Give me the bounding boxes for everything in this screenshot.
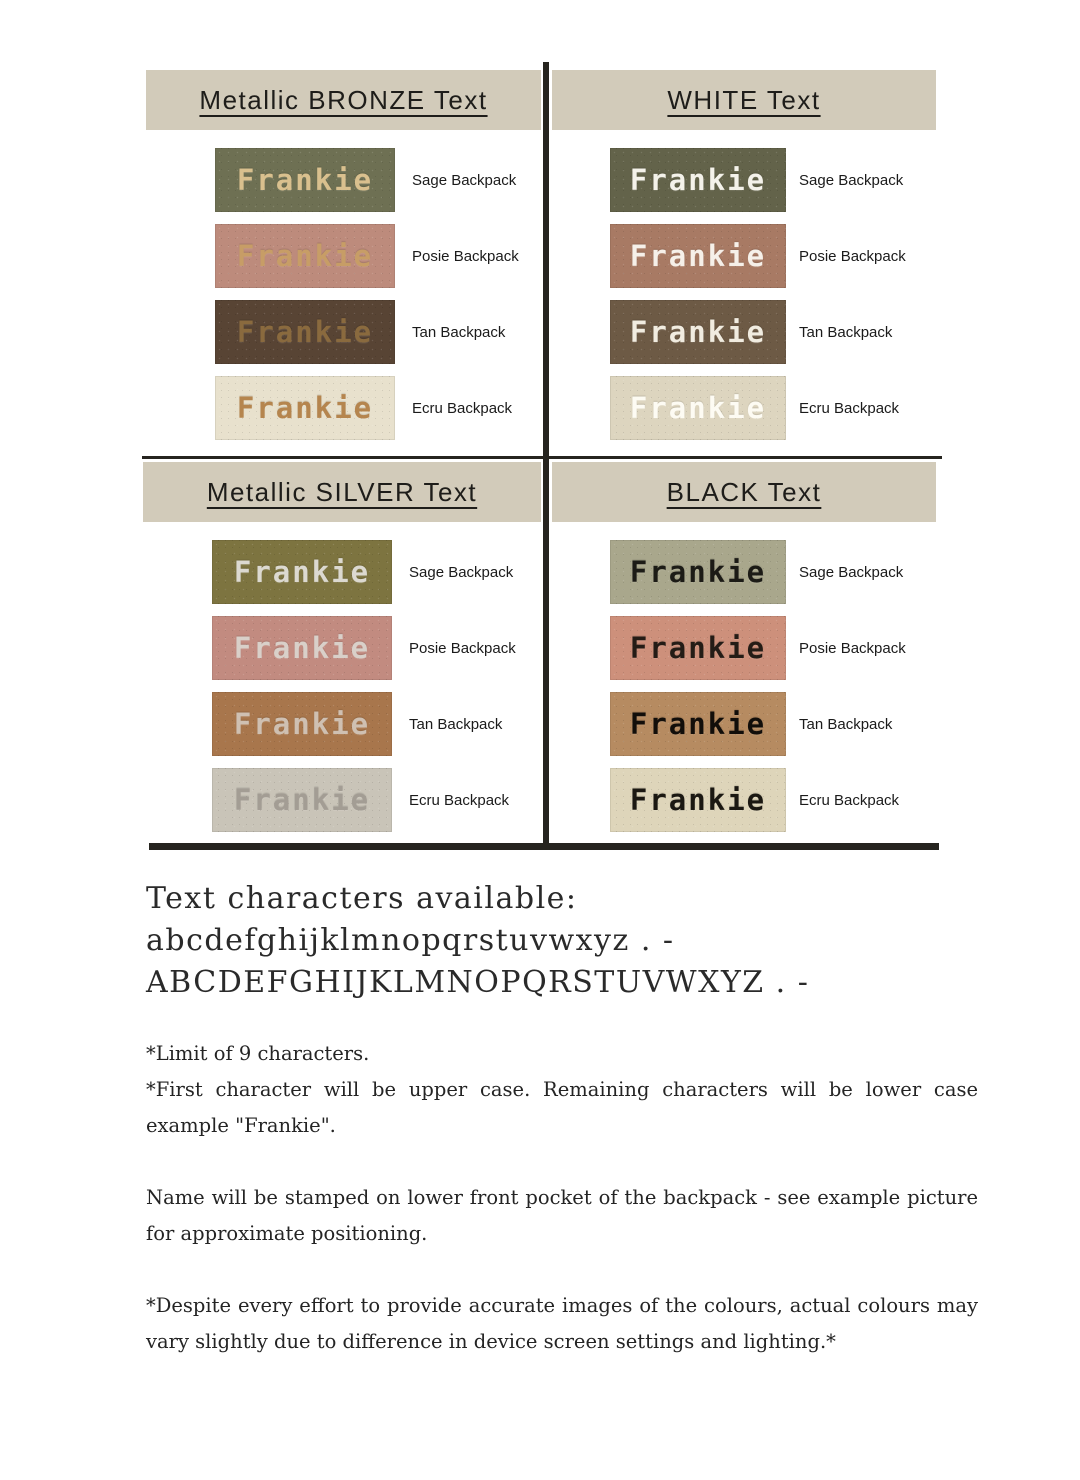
swatch-label: Ecru Backpack [799, 399, 900, 417]
swatch-label: Posie Backpack [409, 639, 516, 657]
quadrant-metallic-silver [143, 462, 541, 832]
stamp-text: Frankie [236, 163, 374, 197]
colour-chart-grid [146, 62, 936, 852]
swatch-label: Ecru Backpack [799, 791, 900, 809]
leather-swatch-posie [215, 224, 395, 288]
swatch-row [212, 540, 541, 604]
leather-swatch-sage [212, 540, 392, 604]
swatch-rows [552, 522, 936, 832]
leather-swatch-posie [610, 616, 786, 680]
leather-swatch-tan [215, 300, 395, 364]
note-case-rule: *First character will be upper case. Remaining characters will be lower case example "Frankie". [146, 1078, 978, 1137]
swatch-label: Sage Backpack [799, 171, 904, 189]
leather-swatch-sage [610, 148, 786, 212]
characters-uppercase: ABCDEFGHIJKLMNOPQRSTUVWXYZ . - [146, 965, 810, 1000]
stamp-text: Frankie [629, 783, 767, 817]
characters-lowercase: abcdefghijklmnopqrstuvwxyz . - [146, 923, 675, 958]
leather-swatch-tan [610, 692, 786, 756]
swatch-label: Posie Backpack [799, 247, 906, 265]
stamp-text: Frankie [233, 783, 371, 817]
quadrant-metallic-bronze [146, 70, 541, 440]
swatch-row [610, 300, 936, 364]
leather-swatch-ecru [610, 376, 786, 440]
characters-heading: Text characters available: [146, 881, 578, 916]
leather-swatch-posie [610, 224, 786, 288]
stamp-text: Frankie [629, 707, 767, 741]
leather-swatch-ecru [610, 768, 786, 832]
swatch-row [610, 376, 936, 440]
swatch-label: Ecru Backpack [412, 399, 513, 417]
stamp-text: Frankie [233, 555, 371, 589]
stamp-text: Frankie [629, 631, 767, 665]
quadrant-header [146, 70, 541, 130]
swatch-row [215, 300, 541, 364]
swatch-row [212, 616, 541, 680]
note-character-rules [146, 1036, 978, 1144]
stamp-text: Frankie [629, 555, 767, 589]
stamp-text: Frankie [233, 631, 371, 665]
swatch-row [610, 768, 936, 832]
leather-swatch-tan [212, 692, 392, 756]
notes [146, 1036, 978, 1360]
swatch-row [215, 148, 541, 212]
leather-swatch-posie [212, 616, 392, 680]
quadrant-title: Metallic SILVER Text [206, 476, 478, 507]
stamp-text: Frankie [236, 239, 374, 273]
stamp-text: Frankie [629, 239, 767, 273]
leather-swatch-ecru [212, 768, 392, 832]
quadrant-header [552, 70, 936, 130]
note-limit: *Limit of 9 characters. [146, 1042, 370, 1065]
quadrant-header [552, 462, 936, 522]
swatch-label: Posie Backpack [412, 247, 519, 265]
stamp-text: Frankie [233, 707, 371, 741]
swatch-row [610, 692, 936, 756]
swatch-row [215, 224, 541, 288]
swatch-row [610, 224, 936, 288]
stamp-text: Frankie [236, 315, 374, 349]
swatch-label: Posie Backpack [799, 639, 906, 657]
note-disclaimer: *Despite every effort to provide accurate images of the colours, actual colours may vary slightly due to difference in device screen settings and lighting.* [146, 1294, 978, 1353]
stamp-text: Frankie [629, 315, 767, 349]
quadrant-black [552, 462, 936, 832]
characters-and-notes-section [146, 878, 978, 1396]
stamp-text: Frankie [236, 391, 374, 425]
stamp-text: Frankie [629, 163, 767, 197]
swatch-row [212, 692, 541, 756]
swatch-label: Sage Backpack [412, 171, 517, 189]
swatch-label: Tan Backpack [799, 715, 893, 733]
vertical-divider [543, 62, 549, 850]
quadrant-white [552, 70, 936, 440]
swatch-row [610, 148, 936, 212]
swatch-label: Sage Backpack [409, 563, 514, 581]
stamp-text: Frankie [629, 391, 767, 425]
quadrant-title: BLACK Text [666, 476, 822, 507]
swatch-label: Tan Backpack [409, 715, 503, 733]
horizontal-divider [142, 456, 942, 459]
note-placement: Name will be stamped on lower front pocket of the backpack - see example picture for approximate positioning. [146, 1186, 978, 1245]
quadrant-header [143, 462, 541, 522]
leather-swatch-tan [610, 300, 786, 364]
swatch-row [215, 376, 541, 440]
swatch-label: Sage Backpack [799, 563, 904, 581]
swatch-rows [552, 130, 936, 440]
quadrant-title: Metallic BRONZE Text [199, 84, 488, 115]
swatch-rows [143, 522, 541, 832]
leather-swatch-sage [215, 148, 395, 212]
swatch-row [610, 616, 936, 680]
leather-swatch-sage [610, 540, 786, 604]
leather-swatch-ecru [215, 376, 395, 440]
quadrant-title: WHITE Text [667, 84, 821, 115]
swatch-label: Tan Backpack [412, 323, 506, 341]
swatch-label: Tan Backpack [799, 323, 893, 341]
swatch-row [610, 540, 936, 604]
swatch-rows [146, 130, 541, 440]
swatch-label: Ecru Backpack [409, 791, 510, 809]
bottom-rule [149, 843, 939, 850]
swatch-row [212, 768, 541, 832]
